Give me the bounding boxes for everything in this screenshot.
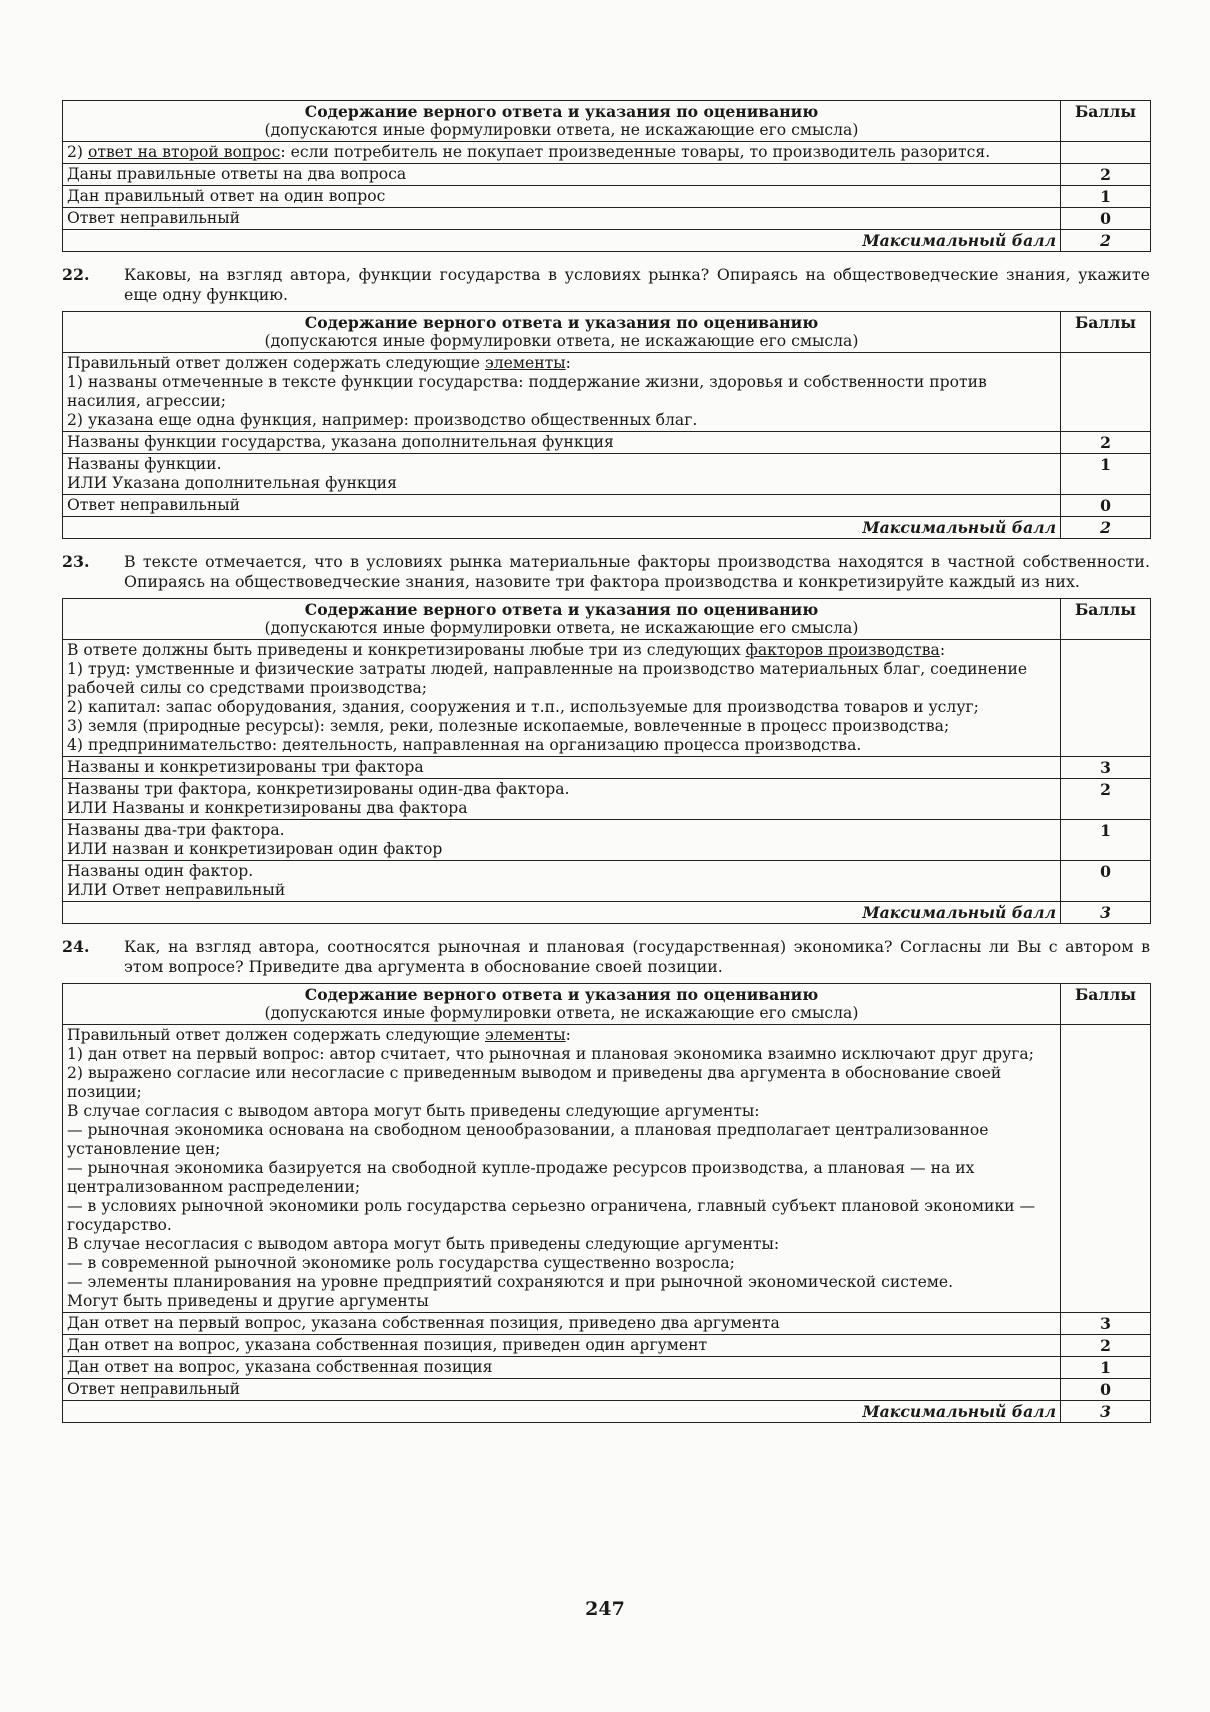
question-text: В тексте отмечается, что в условиях рынка материальные факторы производства находятся в частной собственности. Опираясь на обществоведческие знания, назовите три фактора производства и конкретизируйте каждый из них. bbox=[124, 552, 1150, 591]
question-text: Каковы, на взгляд автора, функции государства в условиях рынка? Опираясь на обществоведческие знания, укажите еще одну функцию. bbox=[124, 265, 1150, 304]
table-header bbox=[63, 984, 1061, 1025]
answer-content: Правильный ответ должен содержать следующие элементы: 1) названы отмеченные в тексте функции государства: поддержание жизни, здоровья и собственности против насилия, агрессии; 2) указана еще одна функция, например: производство общественных благ. bbox=[63, 353, 1061, 432]
criterion-text: Ответ неправильный bbox=[63, 495, 1061, 517]
criterion-text: Даны правильные ответы на два вопроса bbox=[63, 164, 1061, 186]
header-subtitle: (допускаются иные формулировки ответа, не искажающие его смысла) bbox=[264, 332, 859, 350]
max-score-label: Максимальный балл bbox=[63, 1401, 1061, 1423]
header-title: Содержание верного ответа и указания по оцениванию bbox=[304, 985, 819, 1004]
score-header: Баллы bbox=[1061, 599, 1151, 640]
score-value: 0 bbox=[1061, 1379, 1151, 1401]
header-title: Содержание верного ответа и указания по оцениванию bbox=[304, 313, 819, 332]
max-score-value: 2 bbox=[1061, 230, 1151, 252]
score-value: 2 bbox=[1061, 432, 1151, 454]
score-value: 0 bbox=[1061, 861, 1151, 902]
page-number: 247 bbox=[585, 1598, 625, 1620]
question-23 bbox=[62, 552, 1150, 592]
criterion-text: Названы один фактор. ИЛИ Ответ неправильный bbox=[63, 861, 1061, 902]
rubric-table-q21 bbox=[62, 100, 1151, 252]
header-title: Содержание верного ответа и указания по оцениванию bbox=[304, 600, 819, 619]
question-number: 23. bbox=[62, 552, 90, 571]
question-text: Как, на взгляд автора, соотносятся рыночная и плановая (государственная) экономика? Согласны ли Вы с автором в этом вопросе? Приведите два аргумента в обоснование своей позиции. bbox=[124, 937, 1150, 976]
criterion-text: Ответ неправильный bbox=[63, 1379, 1061, 1401]
question-number: 22. bbox=[62, 265, 90, 284]
answer-content: Правильный ответ должен содержать следующие элементы: 1) дан ответ на первый вопрос: автор считает, что рыночная и плановая экономика взаимно исключают друг друга; 2) выражено согласие или несогласие с приведенным выводом и приведены два аргумента в обоснование своей позиции; В случае согласия с выводом автора могут быть приведены следующие аргументы: — рыночная экономика основана на свободном ценообразовании, а плановая предполагает централизованное установление цен; — рыночная экономика базируется на свободной купле-продаже ресурсов производства, а плановая — на их централизованном распределении; — в условиях рыночной экономики роль государства серьезно ограничена, главный субъект плановой экономики — государство. В случае несогласия с выводом автора могут быть приведены следующие аргументы: — в современной рыночной экономике роль государства существенно возросла; — элементы планирования на уровне предприятий сохраняются и при рыночной экономической системе. Могут быть приведены и другие аргументы bbox=[63, 1025, 1061, 1313]
criterion-text: Дан ответ на вопрос, указана собственная позиция, приведен один аргумент bbox=[63, 1335, 1061, 1357]
header-title: Содержание верного ответа и указания по оцениванию bbox=[304, 102, 819, 121]
answer-content: В ответе должны быть приведены и конкретизированы любые три из следующих факторов производства: 1) труд: умственные и физические затраты людей, направленные на производство материальных благ, соединение рабочей силы со средствами производства; 2) капитал: запас оборудования, здания, сооружения и т.п., используемые для производства товаров и услуг; 3) земля (природные ресурсы): земля, реки, полезные ископаемые, вовлеченные в процесс производства; 4) предпринимательство: деятельность, направленная на организацию процесса производства. bbox=[63, 640, 1061, 757]
score-value: 1 bbox=[1061, 1357, 1151, 1379]
score-value: 2 bbox=[1061, 164, 1151, 186]
max-score-value: 3 bbox=[1061, 1401, 1151, 1423]
criterion-text: Дан правильный ответ на один вопрос bbox=[63, 186, 1061, 208]
score-cell bbox=[1061, 353, 1151, 432]
question-24 bbox=[62, 937, 1150, 977]
score-value: 0 bbox=[1061, 208, 1151, 230]
max-score-label: Максимальный балл bbox=[63, 517, 1061, 539]
score-value: 2 bbox=[1061, 1335, 1151, 1357]
answer-key-page bbox=[62, 100, 1150, 1423]
score-cell bbox=[1061, 1025, 1151, 1313]
criterion-text: Названы три фактора, конкретизированы один-два фактора. ИЛИ Названы и конкретизированы два фактора bbox=[63, 779, 1061, 820]
criterion-text: Названы функции. ИЛИ Указана дополнительная функция bbox=[63, 454, 1061, 495]
table-header bbox=[63, 101, 1061, 142]
rubric-table-q24 bbox=[62, 983, 1151, 1423]
criterion-text: Дан ответ на первый вопрос, указана собственная позиция, приведено два аргумента bbox=[63, 1313, 1061, 1335]
score-value: 1 bbox=[1061, 454, 1151, 495]
criterion-text: Ответ неправильный bbox=[63, 208, 1061, 230]
header-subtitle: (допускаются иные формулировки ответа, не искажающие его смысла) bbox=[264, 619, 859, 637]
table-header bbox=[63, 599, 1061, 640]
question-22 bbox=[62, 265, 1150, 305]
score-value: 0 bbox=[1061, 495, 1151, 517]
score-value: 2 bbox=[1061, 779, 1151, 820]
header-subtitle: (допускаются иные формулировки ответа, не искажающие его смысла) bbox=[264, 1004, 859, 1022]
max-score-label: Максимальный балл bbox=[63, 230, 1061, 252]
score-value: 3 bbox=[1061, 1313, 1151, 1335]
rubric-table-q23 bbox=[62, 598, 1151, 924]
score-cell bbox=[1061, 142, 1151, 164]
criterion-text: Названы два-три фактора. ИЛИ назван и конкретизирован один фактор bbox=[63, 820, 1061, 861]
header-subtitle: (допускаются иные формулировки ответа, не искажающие его смысла) bbox=[264, 121, 859, 139]
criterion-text: Дан ответ на вопрос, указана собственная позиция bbox=[63, 1357, 1061, 1379]
score-header: Баллы bbox=[1061, 312, 1151, 353]
score-header: Баллы bbox=[1061, 984, 1151, 1025]
score-value: 1 bbox=[1061, 186, 1151, 208]
max-score-value: 3 bbox=[1061, 902, 1151, 924]
score-value: 1 bbox=[1061, 820, 1151, 861]
table-header bbox=[63, 312, 1061, 353]
question-number: 24. bbox=[62, 937, 90, 956]
rubric-table-q22 bbox=[62, 311, 1151, 539]
criterion-text: Названы функции государства, указана дополнительная функция bbox=[63, 432, 1061, 454]
score-value: 3 bbox=[1061, 757, 1151, 779]
max-score-value: 2 bbox=[1061, 517, 1151, 539]
criterion-text: Названы и конкретизированы три фактора bbox=[63, 757, 1061, 779]
max-score-label: Максимальный балл bbox=[63, 902, 1061, 924]
score-cell bbox=[1061, 640, 1151, 757]
score-header: Баллы bbox=[1061, 101, 1151, 142]
answer-content: 2) ответ на второй вопрос: если потребитель не покупает произведенные товары, то производитель разорится. bbox=[63, 142, 1061, 164]
